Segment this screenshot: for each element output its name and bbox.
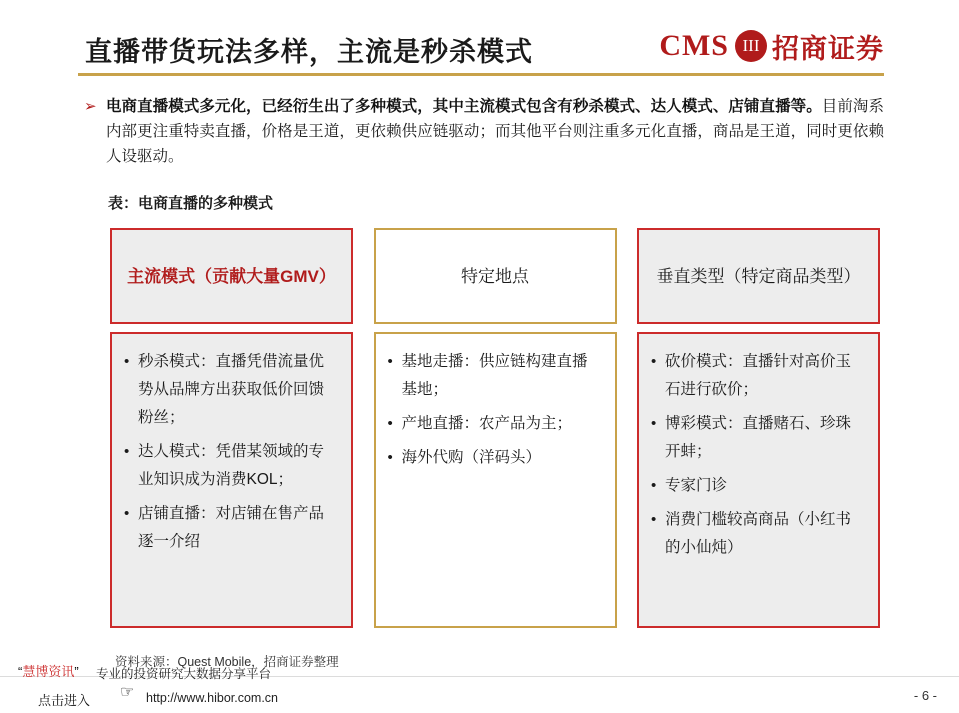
list-item: • 砍价模式：直播针对高价玉石进行砍价； — [649, 348, 866, 404]
summary-bullet — [84, 94, 884, 169]
list-item: • 海外代购（洋码头） — [386, 444, 603, 472]
card-location-title: 特定地点 — [461, 266, 529, 286]
list-item: • 达人模式：凭借某领域的专业知识成为消费KOL； — [122, 438, 339, 494]
card-vertical-body — [637, 332, 880, 628]
list-item: • 店铺直播：对店铺在售产品逐一介绍 — [122, 500, 339, 556]
card-mainstream-header — [110, 228, 353, 324]
summary-text — [106, 94, 884, 169]
summary-text-rest: 目前淘系内部更注重特卖直播，价格是王道，更依赖供应链驱动；而其他平台则注重多元化直播，商品是王道，同时更依赖人设驱动。 — [106, 98, 884, 165]
hibor-brand — [18, 661, 79, 680]
card-location-header — [374, 228, 617, 324]
card-vertical-title: 垂直类型（特定商品类型） — [656, 266, 861, 286]
card-mainstream-body — [110, 332, 353, 628]
bullet-arrow-icon: ➢ — [84, 98, 97, 115]
pointing-hand-icon: ☞ — [120, 684, 135, 701]
page-title: 直播带货玩法多样，主流是秒杀模式 — [85, 37, 533, 67]
company-logo — [659, 26, 884, 66]
hibor-tagline: 专业的投资研究大数据分享平台 — [96, 667, 272, 681]
card-mainstream — [110, 228, 353, 628]
card-location — [374, 228, 617, 628]
list-item: • 消费门槛较高商品（小红书的小仙炖） — [649, 506, 866, 562]
page-number: - 6 - — [913, 688, 937, 703]
summary-text-bold: 电商直播模式多元化，已经衍生出了多种模式，其中主流模式包含有秒杀模式、达人模式、店铺直播等。 — [106, 98, 822, 115]
list-item: • 秒杀模式：直播凭借流量优势从品牌方出获取低价回馈粉丝； — [122, 348, 339, 432]
list-item: • 博彩模式：直播赌石、珍珠开蚌； — [649, 410, 866, 466]
quote-close: ” — [74, 664, 79, 679]
table-caption: 表：电商直播的多种模式 — [108, 195, 274, 212]
card-mainstream-title: 主流模式（贡献大量GMV） — [127, 266, 336, 286]
quote-open: “ — [18, 664, 23, 679]
hibor-brand-name: 慧博资讯 — [22, 664, 75, 679]
logo-circle-icon: III — [735, 30, 767, 62]
list-item: • 专家门诊 — [649, 472, 866, 500]
list-item: • 产地直播：农产品为主； — [386, 410, 603, 438]
card-location-body — [374, 332, 617, 628]
logo-abbr-text: CMS — [659, 29, 729, 62]
list-item: • 基地走播：供应链构建直播基地； — [386, 348, 603, 404]
header-divider — [78, 73, 884, 76]
logo-company-name: 招商证券 — [772, 33, 884, 64]
hibor-url-link[interactable]: http://www.hibor.com.cn — [146, 691, 279, 705]
mode-cards — [110, 228, 880, 628]
card-vertical-header — [637, 228, 880, 324]
hibor-click-label[interactable]: 点击进入 — [38, 693, 91, 708]
source-note: 资料来源：Quest Mobile，招商证券整理 — [115, 655, 339, 669]
card-vertical — [637, 228, 880, 628]
slide-header — [78, 18, 884, 68]
